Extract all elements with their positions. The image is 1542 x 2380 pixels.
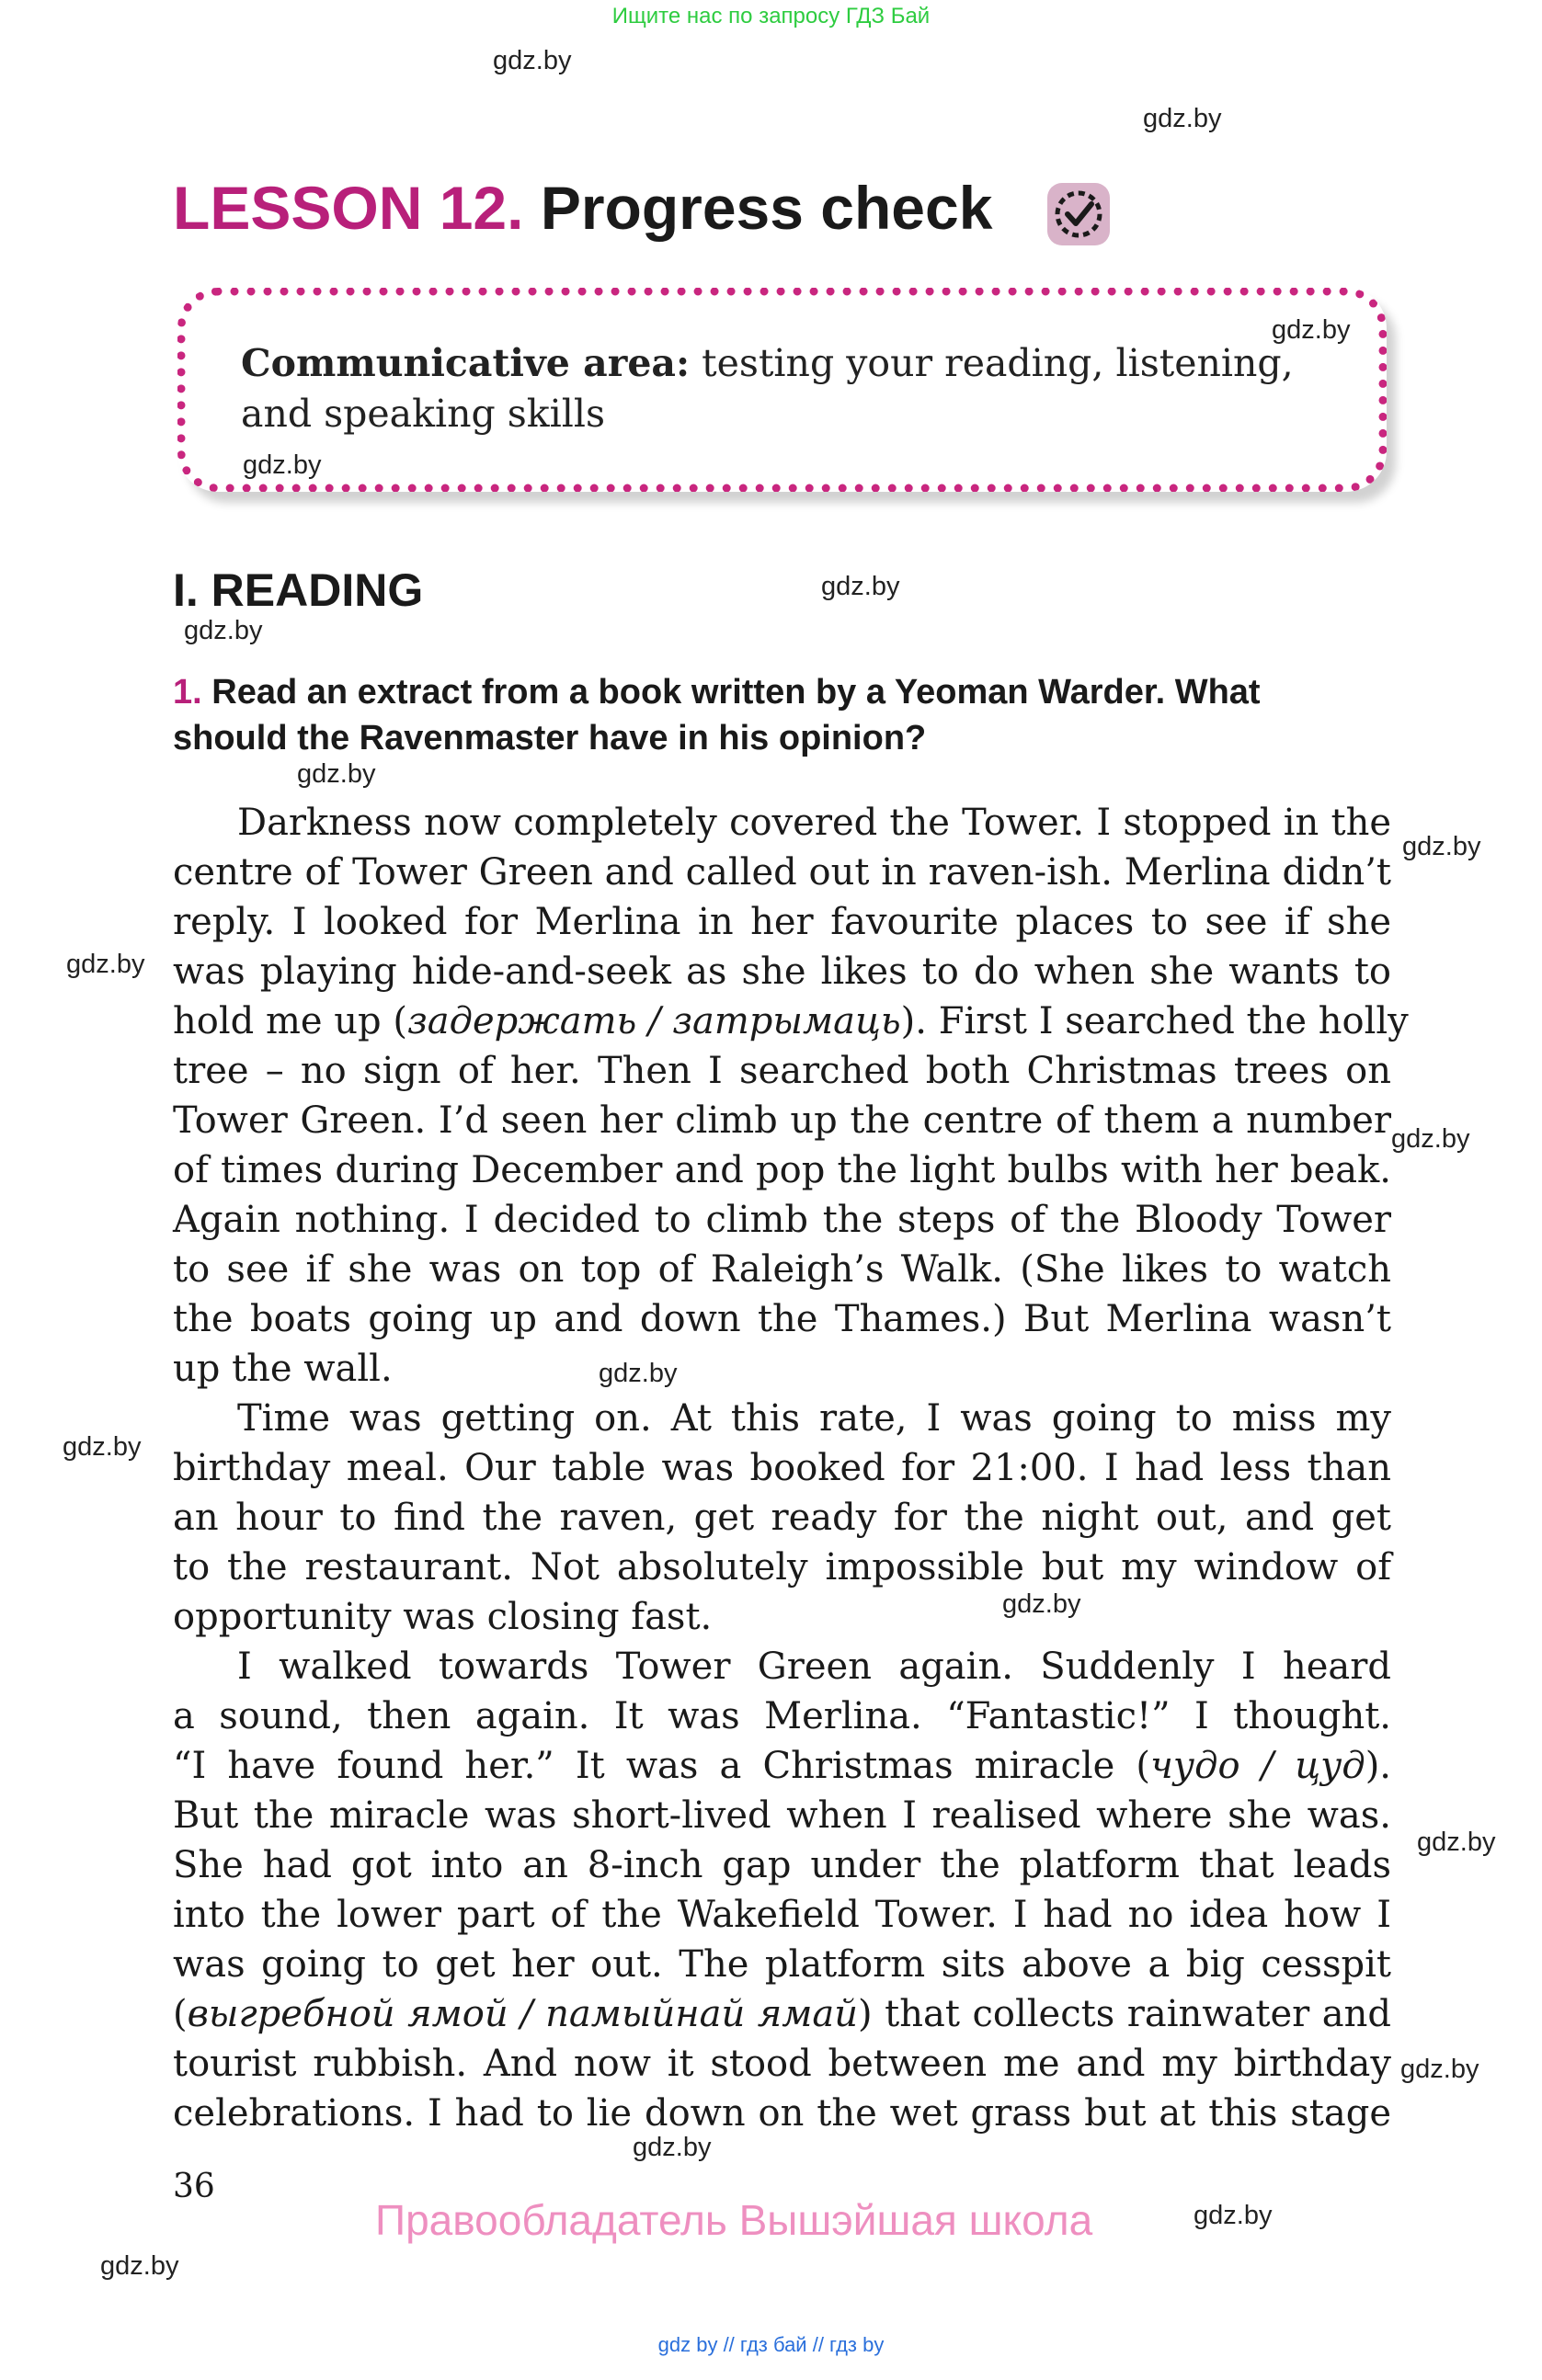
watermark: gdz.by [1272,315,1351,345]
text-line: opportunity was closing fast. [173,1596,713,1638]
text-line: was playing hide-and-seek as she likes to do when she wants to [173,951,1391,993]
task-instruction [173,669,1396,761]
text-line: to see if she was on top of Raleigh’s Walk. (She likes to watch [173,1248,1391,1291]
text-line: I walked towards Tower Green again. Suddenly I heard [237,1646,1391,1688]
lesson-number: LESSON 12. [173,174,524,242]
lesson-name: Progress check [540,174,993,242]
watermark: gdz.by [66,950,145,979]
watermark: gdz.by [100,2251,179,2281]
watermark: gdz.by [1417,1828,1496,1857]
watermark: gdz.by [1402,832,1481,861]
text-span: ). [1365,1745,1392,1787]
communicative-area-label: Communicative area: [241,341,691,385]
task-number: 1. [173,673,202,712]
text-line: Tower Green. I’d seen her climb up the centre of them a number [173,1099,1391,1142]
text-line: tree – no sign of her. Then I searched both Christmas trees on [173,1050,1391,1092]
translation-italic: чудо / цуд [1150,1745,1365,1787]
text-line: birthday meal. Our table was booked for 21:00. I had less than [173,1447,1391,1489]
watermark: gdz.by [243,450,322,480]
text-line [173,996,1409,1046]
text-line: reply. I looked for Merlina in her favourite places to see if she [173,901,1391,943]
text-line [173,1741,1391,1791]
watermark: gdz.by [1194,2201,1273,2230]
text-span: ) that collects rainwater and [858,1993,1391,2035]
text-line: up the wall. [173,1348,393,1390]
watermark: gdz.by [297,759,376,789]
watermark: gdz.by [493,46,572,75]
watermark: gdz.by [1391,1124,1470,1154]
lesson-title [173,173,992,243]
communicative-area-line1: testing your reading, listening, [702,341,1294,385]
task-text-line2: should the Ravenmaster have in his opinion? [173,719,927,757]
watermark: gdz.by [633,2133,712,2162]
text-line: Time was getting on. At this rate, I was going to miss my [237,1397,1391,1440]
task-text-line1: Read an extract from a book written by a Yeoman Warder. What [211,673,1261,712]
copyright-notice: Правообладатель Вышэйшая школа [375,2196,1093,2244]
text-line [173,1989,1391,2039]
watermark: gdz.by [63,1432,142,1462]
text-line: But the miracle was short-lived when I realised where she was. [173,1794,1391,1837]
text-line: a sound, then again. It was Merlina. “Fantastic!” I thought. [173,1695,1391,1737]
text-line: into the lower part of the Wakefield Tower. I had no idea how I [173,1894,1391,1936]
text-line: an hour to find the raven, get ready for the night out, and get [173,1497,1391,1539]
text-line: Again nothing. I decided to climb the steps of the Bloody Tower [173,1199,1391,1241]
watermark: gdz.by [599,1359,678,1388]
text-line: the boats going up and down the Thames.) But Merlina wasn’t [173,1298,1391,1340]
translation-italic: задержать / затрымаць [406,1000,901,1042]
text-line: of times during December and pop the light bulbs with her beak. [173,1149,1391,1191]
translation-italic: выгребной ямой / памыйнай ямай [187,1993,859,2035]
text-line: Darkness now completely covered the Tower. I stopped in the [237,802,1391,844]
communicative-area-text [241,338,1344,439]
text-line: centre of Tower Green and called out in raven-ish. Merlina didn’t [173,851,1391,894]
text-line: to the restaurant. Not absolutely impossible but my window of [173,1546,1391,1589]
check-circle-icon [1045,181,1112,247]
text-line: She had got into an 8-inch gap under the platform that leads [173,1844,1391,1886]
text-line: was going to get her out. The platform sits above a big cesspit [173,1943,1391,1986]
text-line: tourist rubbish. And now it stood between me and my birthday [173,2043,1391,2085]
text-line: celebrations. I had to lie down on the wet grass but at this stage [173,2092,1391,2135]
communicative-area-line2: and speaking skills [241,392,606,436]
watermark: gdz.by [821,572,900,601]
text-span: hold me up ( [173,1000,407,1042]
watermark: gdz.by [1400,2055,1479,2084]
section-heading: I. READING [173,564,424,616]
watermark: gdz.by [184,616,263,645]
text-span: ). First I searched the holly [900,1000,1409,1042]
top-banner: Ищите нас по запросу ГДЗ Бай [611,4,931,28]
text-span: ( [173,1993,188,2035]
page-number: 36 [173,2168,215,2205]
watermark: gdz.by [1143,104,1222,133]
text-span: “I have found her.” It was a Christmas miracle ( [173,1745,1151,1787]
watermark: gdz.by [1002,1589,1081,1619]
footer-links: gdz by // гдз бай // гдз by [657,2333,885,2356]
